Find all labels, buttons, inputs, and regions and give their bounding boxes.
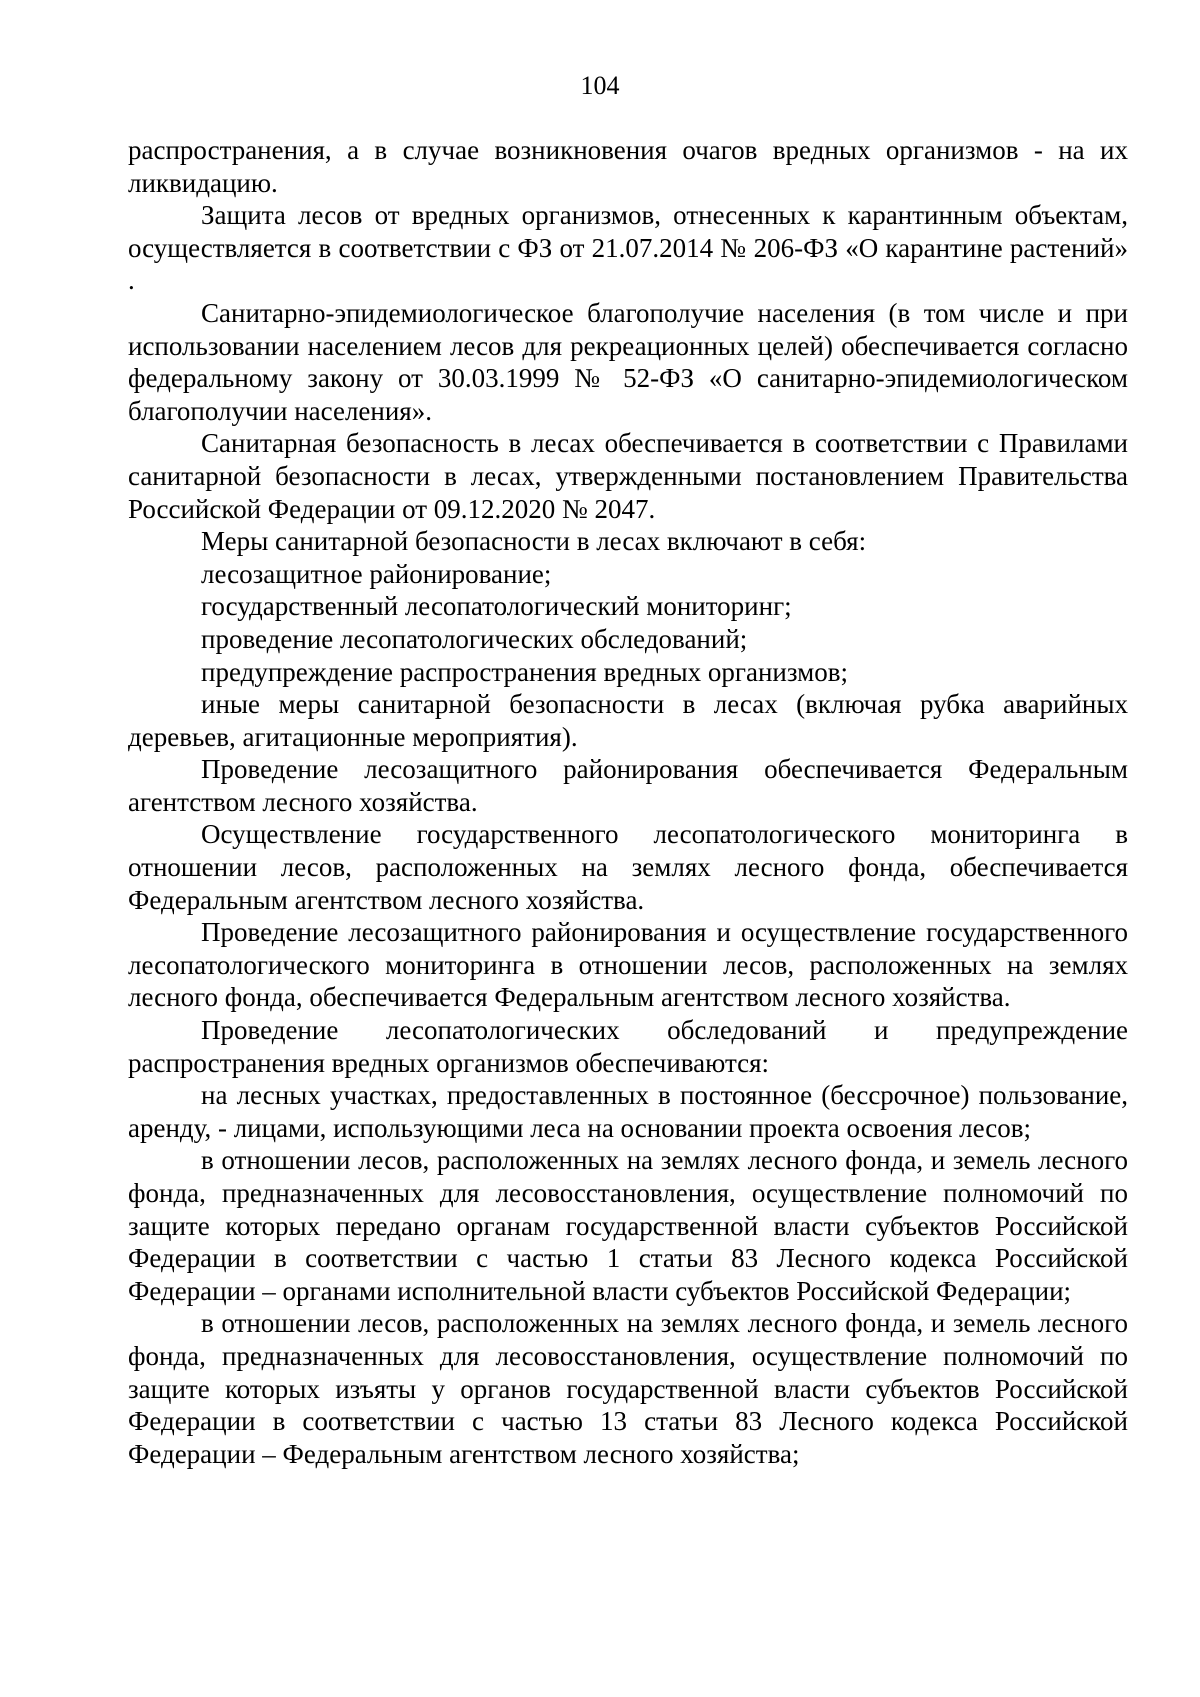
paragraph-11: Проведение лесозащитного районирования обеспечивается Федеральным агентством лесного хозяйства. (128, 754, 1128, 817)
list-item-other-measures: иные меры санитарной безопасности в лесах (включая рубка аварийных деревьев, агитационные мероприятия). (128, 689, 1128, 752)
paragraph-4: Санитарная безопасность в лесах обеспечивается в соответствии с Правилами санитарной безопасности в лесах, утвержденными постановлением Правительства Российской Федерации от 09.12.2020 № 2047. (128, 428, 1128, 524)
page-number: 104 (580, 71, 620, 100)
paragraph-12: Осуществление государственного лесопатологического мониторинга в отношении лесов, расположенных на землях лесного фонда, обеспечивается Федеральным агентством лесного хозяйства. (128, 819, 1128, 915)
list-item-zoning: лесозащитное районирование; (201, 558, 552, 589)
document-body (128, 134, 1128, 1470)
paragraph-16: в отношении лесов, расположенных на землях лесного фонда, и земель лесного фонда, предназначенных для лесовосстановления, осуществление полномочий по защите которых передано органам государственной власти субъектов Российской Федерации в соответствии с частью 1 статьи 83 Лесного кодекса Российской Федерации – органами исполнительной власти субъектов Российской Федерации; (128, 1145, 1128, 1306)
paragraph-14: Проведение лесопатологических обследований и предупреждение распространения вредных организмов обеспечиваются: (128, 1015, 1128, 1078)
list-item-prevention: предупреждение распространения вредных организмов; (201, 656, 848, 687)
paragraph-15: на лесных участках, предоставленных в постоянное (бессрочное) пользование, аренду, - лицами, использующими леса на основании проекта освоения лесов; (128, 1080, 1128, 1143)
paragraph-2: Защита лесов от вредных организмов, отнесенных к карантинным объектам, осуществляется в соответствии с ФЗ от 21.07.2014 № 206-ФЗ «О карантине растений» . (128, 200, 1128, 296)
paragraph-3: Санитарно-эпидемиологическое благополучие населения (в том числе и при использовании населением лесов для рекреационных целей) обеспечивается согласно федеральному закону от 30.03.1999 № 52-ФЗ «О санитарно-эпидемиологическом благополучии населения». (128, 297, 1128, 426)
paragraph-13: Проведение лесозащитного районирования и осуществление государственного лесопатологического мониторинга в отношении лесов, расположенных на землях лесного фонда, обеспечивается Федеральным агентством лесного хозяйства. (128, 917, 1128, 1013)
paragraph-5: Меры санитарной безопасности в лесах включают в себя: (201, 526, 867, 557)
list-item-surveys: проведение лесопатологических обследований; (201, 623, 748, 654)
paragraph-17: в отношении лесов, расположенных на землях лесного фонда, и земель лесного фонда, предназначенных для лесовосстановления, осуществление полномочий по защите которых изъяты у органов государственной власти субъектов Российской Федерации в соответствии с частью 13 статьи 83 Лесного кодекса Российской Федерации – Федеральным агентством лесного хозяйства; (128, 1308, 1128, 1469)
list-item-monitoring: государственный лесопатологический мониторинг; (201, 591, 792, 622)
paragraph-1: распространения, а в случае возникновения очагов вредных организмов - на их ликвидацию. (128, 135, 1128, 198)
